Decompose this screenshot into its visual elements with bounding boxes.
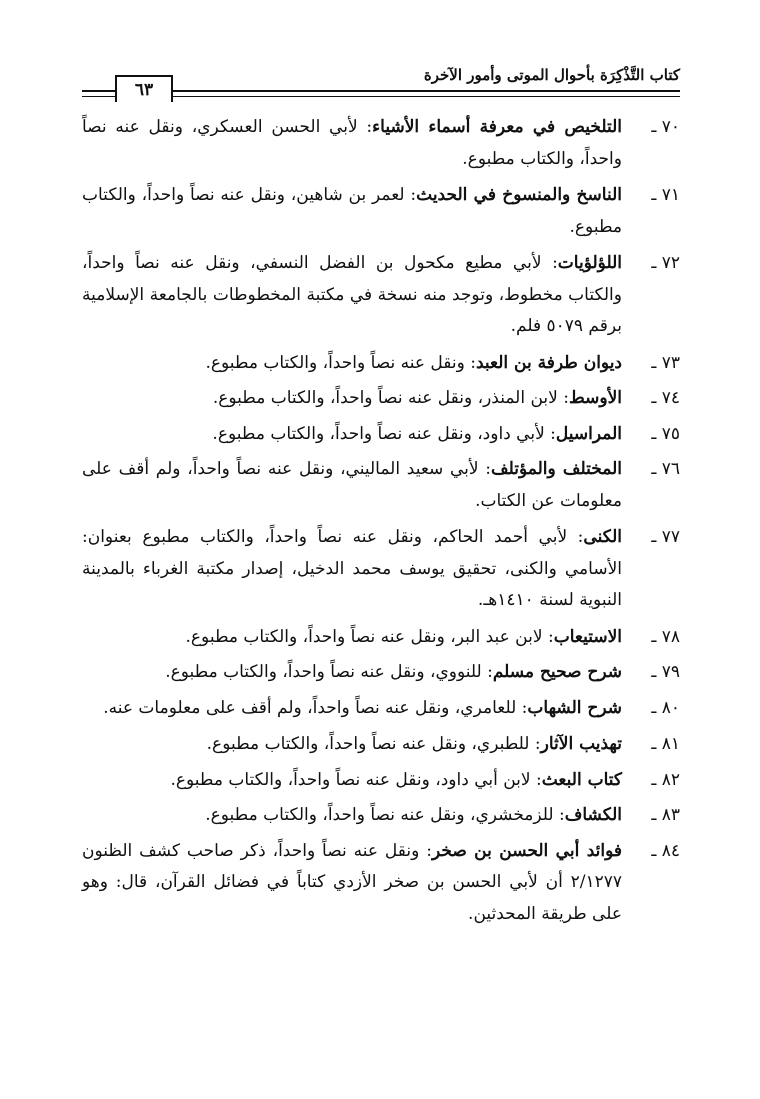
entry-text: : للطبري، ونقل عنه نصاً واحداً، والكتاب مطبوع. [206,734,541,754]
entry-number: ٨٢ ـ [651,769,680,790]
entry-number: ٨١ ـ [651,734,680,754]
entry-79 [82,657,680,689]
entry-77 [82,522,680,617]
entry-84 [82,836,680,931]
entry-number: ٧٩ ـ [651,662,680,682]
entry-80 [82,693,680,725]
entry-title: كتاب البعث [541,769,622,790]
entry-title: الكنى [583,527,622,547]
entry-83 [82,800,680,832]
entry-title: ديوان طرفة بن العبد [475,352,622,373]
entry-text: : للعامري، ونقل عنه نصاً واحداً، ولم أقف على معلومات عنه. [103,697,528,718]
entry-74 [82,383,680,415]
entry-75 [82,419,680,451]
entry-73 [82,348,680,380]
entry-text: : لأبي الحسن العسكري، ونقل عنه نصاً واحداً، والكتاب مطبوع. [82,117,622,169]
entry-text: : لأبي مطيع مكحول بن الفضل النسفي، ونقل عنه نصاً واحداً، والكتاب مخطوط، وتوجد منه نسخة في مكتبة المخطوطات بالجامعة الإسلامية برقم ٥٠٧٩ فلم. [82,253,622,336]
entry-number: ٧٥ ـ [651,423,680,444]
entry-number: ٧٣ ـ [651,352,680,373]
page-header [82,64,680,98]
entry-text: : لأبي داود، ونقل عنه نصاً واحداً، والكتاب مطبوع. [212,423,556,444]
entry-number: ٧٠ ـ [651,117,680,137]
entries-list [82,112,680,935]
entry-title: اللؤلؤيات [557,253,622,273]
entry-title: شرح صحيح مسلم [492,662,622,682]
entry-78 [82,622,680,654]
entry-81 [82,729,680,761]
entry-text: : لأبي أحمد الحاكم، ونقل عنه نصاً واحداً، والكتاب مطبوع بعنوان: الأسامي والكنى، تحقيق يوسف محمد الدخيل، إصدار مكتبة الغرباء بالمدينة النبوية لسنة ١٤١٠هـ. [82,527,622,610]
entry-number: ٨٤ ـ [651,840,680,861]
entry-number: ٧٤ ـ [651,388,680,408]
entry-number: ٧٦ ـ [651,459,680,479]
entry-title: التلخيص في معرفة أسماء الأشياء [372,117,622,137]
entry-title: شرح الشهاب [527,697,622,718]
entry-title: فوائد أبي الحسن بن صخر [431,840,623,861]
entry-76 [82,454,680,517]
entry-72 [82,248,680,343]
entry-text: : لابن المنذر، ونقل عنه نصاً واحداً، والكتاب مطبوع. [212,388,569,408]
entry-title: المختلف والمؤتلف [491,459,622,479]
entry-text: : ونقل عنه نصاً واحداً، ذكر صاحب كشف الظنون ٢/١٢٧٧ أن لأبي الحسن بن صخر الأزدي كتاباً في فضائل القرآن، قال: وهو على طريقة المحدثين. [82,840,622,924]
entry-title: الاستيعاب [553,626,622,647]
entry-text: : لعمر بن شاهين، ونقل عنه نصاً واحداً، والكتاب مطبوع. [82,185,622,237]
entry-number: ٧١ ـ [651,185,680,205]
entry-number: ٧٢ ـ [651,253,680,273]
entry-text: : للنووي، ونقل عنه نصاً واحداً، والكتاب مطبوع. [165,662,493,682]
entry-number: ٨٠ ـ [651,697,680,718]
entry-number: ٧٨ ـ [651,626,680,647]
running-title: كتاب التَّذْكِرَة بأحوال الموتى وأمور الآخرة [423,66,680,84]
entry-text: : لابن أبي داود، ونقل عنه نصاً واحداً، والكتاب مطبوع. [170,769,542,790]
entry-text: : لأبي سعيد الماليني، ونقل عنه نصاً واحداً، ولم أقف على معلومات عن الكتاب. [82,459,622,511]
entry-82 [82,765,680,797]
entry-title: الكشاف [564,805,622,825]
entry-71 [82,180,680,243]
entry-text: : لابن عبد البر، ونقل عنه نصاً واحداً، والكتاب مطبوع. [185,626,554,647]
entry-70 [82,112,680,175]
entry-title: المراسيل [555,423,622,444]
entry-title: الأوسط [568,388,622,408]
entry-text: : للزمخشري، ونقل عنه نصاً واحداً، والكتاب مطبوع. [205,805,565,825]
entry-text: : ونقل عنه نصاً واحداً، والكتاب مطبوع. [205,352,476,373]
entry-number: ٧٧ ـ [651,527,680,547]
entry-title: الناسخ والمنسوخ في الحديث [416,185,622,205]
entry-title: تهذيب الآثار [540,734,622,754]
page-number: ٦٣ [115,75,173,102]
entry-number: ٨٣ ـ [651,805,680,825]
